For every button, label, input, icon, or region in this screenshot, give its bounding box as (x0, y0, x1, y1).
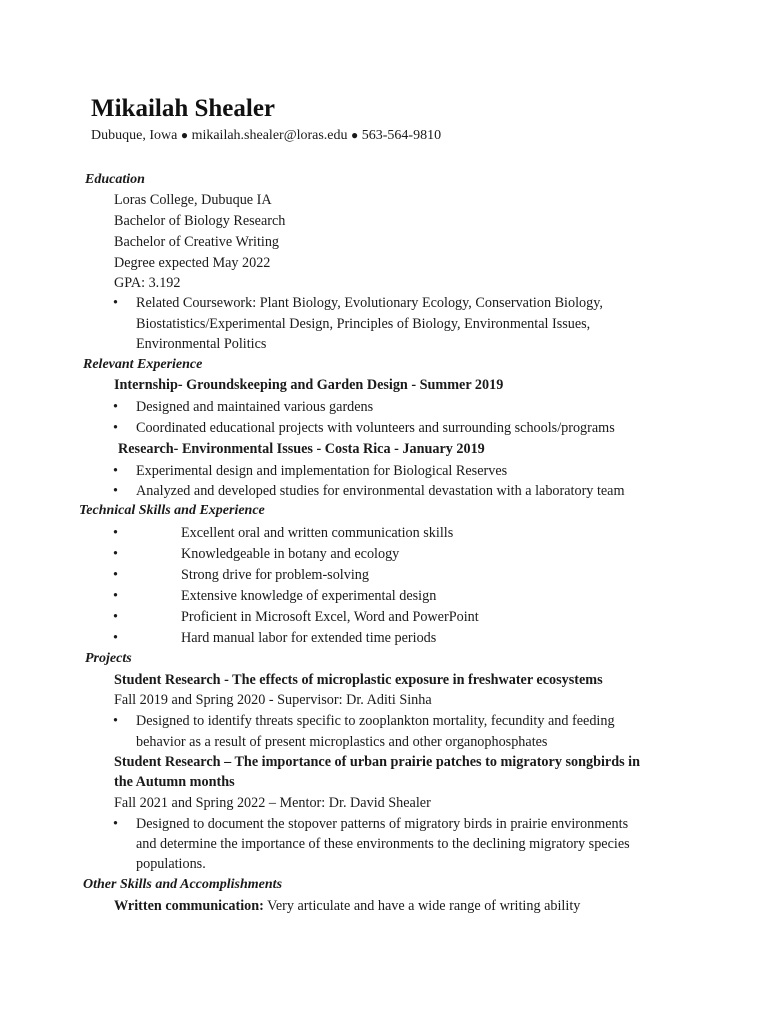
degree-line: Bachelor of Creative Writing (114, 234, 280, 250)
email-address: mikailah.shealer@loras.edu (191, 128, 348, 143)
other-skill-line (114, 898, 580, 915)
separator: ● (180, 128, 189, 142)
school-line: Loras College, Dubuque IA (114, 192, 272, 208)
bullet-icon: • (113, 546, 118, 562)
gpa-line: GPA: 3.192 (114, 275, 181, 291)
job-bullet: Designed and maintained various gardens (136, 399, 374, 415)
project-title-main: The effects of microplastic exposure in freshwater ecosystems (232, 672, 603, 688)
degree-expected-line: Degree expected May 2022 (114, 255, 271, 271)
job-bullet: Analyzed and developed studies for environmental devastation with a laboratory team (136, 483, 625, 499)
skill-item: Knowledgeable in botany and ecology (181, 546, 400, 562)
project-bullet: behavior as a result of present microplastics and other organophosphates (136, 734, 548, 750)
project-bullet: populations. (136, 856, 206, 872)
other-skills-heading: Other Skills and Accomplishments (83, 877, 283, 892)
coursework-text: Environmental Politics (136, 336, 267, 352)
project-bullet: and determine the importance of these environments to the declining migratory species (136, 836, 630, 852)
job-title: Research- Environmental Issues - Costa Rica - January 2019 (118, 441, 485, 457)
coursework-text: Related Coursework: Plant Biology, Evolutionary Ecology, Conservation Biology, (136, 295, 603, 311)
bullet-icon: • (113, 816, 118, 832)
bullet-icon: • (113, 567, 118, 583)
bullet-icon: • (113, 463, 118, 479)
bullet-icon: • (113, 399, 118, 415)
skill-item: Proficient in Microsoft Excel, Word and PowerPoint (181, 609, 479, 625)
job-bullet: Coordinated educational projects with volunteers and surrounding schools/programs (136, 420, 615, 436)
other-skill-label: Written communication: (114, 898, 264, 914)
other-skill-text: Very articulate and have a wide range of writing ability (267, 898, 581, 914)
project-title: Student Research – The importance of urban prairie patches to migratory songbirds in (114, 754, 640, 770)
project-title (114, 672, 603, 689)
job-bullet: Experimental design and implementation for Biological Reserves (136, 463, 508, 479)
experience-heading: Relevant Experience (83, 357, 203, 372)
phone-number: 563-564-9810 (361, 128, 442, 143)
skill-item: Extensive knowledge of experimental design (181, 588, 437, 604)
skill-item: Strong drive for problem-solving (181, 567, 369, 583)
bullet-icon: • (113, 609, 118, 625)
skills-heading: Technical Skills and Experience (79, 503, 265, 518)
education-heading: Education (85, 172, 145, 187)
bullet-icon: • (113, 295, 118, 311)
bullet-icon: • (113, 420, 118, 436)
project-bullet: Designed to document the stopover patterns of migratory birds in prairie environments (136, 816, 629, 832)
location: Dubuque, Iowa (91, 128, 178, 143)
job-title: Internship- Groundskeeping and Garden Design - Summer 2019 (114, 377, 504, 393)
bullet-icon: • (113, 588, 118, 604)
project-meta: Fall 2021 and Spring 2022 – Mentor: Dr. David Shealer (114, 795, 431, 811)
project-meta: Fall 2019 and Spring 2020 - Supervisor: Dr. Aditi Sinha (114, 692, 432, 708)
bullet-icon: • (113, 483, 118, 499)
projects-heading: Projects (85, 651, 132, 666)
applicant-name: Mikailah Shealer (91, 95, 276, 122)
project-bullet: Designed to identify threats specific to zooplankton mortality, fecundity and feeding (136, 713, 615, 729)
bullet-icon: • (113, 630, 118, 646)
contact-line (91, 128, 441, 144)
coursework-text: Biostatistics/Experimental Design, Principles of Biology, Environmental Issues, (136, 316, 591, 332)
project-title: the Autumn months (114, 774, 235, 790)
project-title-prefix: Student Research - (114, 672, 233, 688)
bullet-icon: • (113, 525, 118, 541)
separator: ● (351, 128, 359, 142)
skill-item: Excellent oral and written communication skills (181, 525, 454, 541)
skill-item: Hard manual labor for extended time periods (181, 630, 437, 646)
bullet-icon: • (113, 713, 118, 729)
degree-line: Bachelor of Biology Research (114, 213, 286, 229)
